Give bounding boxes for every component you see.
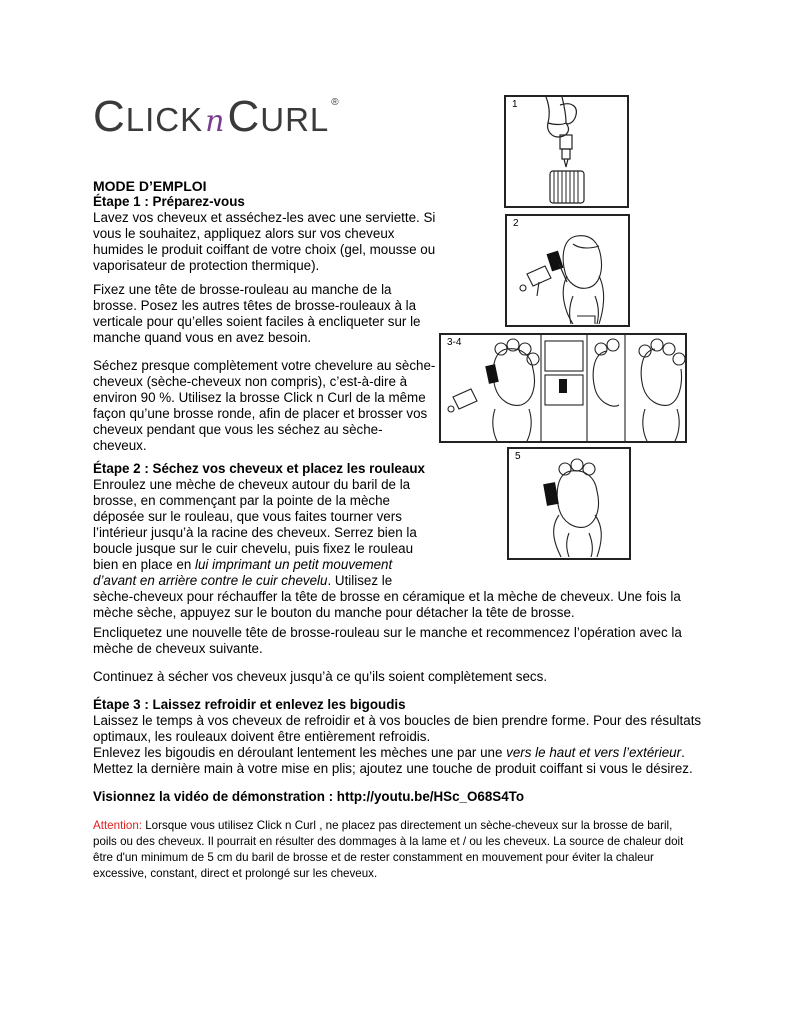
step1-heading: Étape 1 : Préparez-vous — [93, 194, 245, 209]
italic-span: d’avant en arrière contre le cuir chevelu — [93, 573, 328, 588]
text-line: mèche de cheveux suivante. — [93, 641, 263, 656]
figure-1-attach-brush-head — [504, 95, 629, 208]
figure-2-drying — [505, 214, 630, 327]
text-line: vaporisateur de protection thermique). — [93, 258, 320, 273]
step2-heading: Étape 2 : Séchez vos cheveux et placez les rouleaux — [93, 461, 425, 476]
figure-number: 1 — [512, 99, 518, 110]
text-line: mèche sèche, appuyez sur le bouton du manche pour détacher la tête de brosse. — [93, 605, 575, 620]
text-line: Laissez le temps à vos cheveux de refroidir et à vos boucles de bien prendre forme. Pour des résultats — [93, 713, 702, 728]
text-line: Enroulez une mèche de cheveux autour du baril de la — [93, 477, 411, 492]
text-line: être d'un minimum de 5 cm du baril de brosse et de rester constamment en mouvement pour éviter la chaleur — [93, 851, 654, 864]
video-link-line[interactable]: Visionnez la vidéo de démonstration : http://youtu.be/HSc_O68S4To — [93, 789, 525, 804]
text-line: boucle jusque sur le cuir chevelu, puis fixez le rouleau — [93, 541, 414, 556]
text-line: poils ou des cheveux. Il pourrait en résulter des dommages à la lame et / ou les cheveux. La source de chaleur doit — [93, 835, 684, 848]
text-line: optimaux, les rouleaux doivent être entièrement refroidis. — [93, 729, 431, 744]
text-line: verticale pour qu’elles soient faciles à encliqueter sur le — [93, 314, 421, 329]
step1-paragraph-3 — [93, 358, 435, 454]
text-line: environ 90 %. Utilisez la brosse Click n Curl de la même — [93, 390, 426, 405]
text-line: Lavez vos cheveux et asséchez-les avec une serviette. Si — [93, 210, 436, 225]
text-line: cheveux pendant que vous les séchez au sèche- — [93, 422, 383, 437]
italic-span: lui imprimant un petit mouvement — [195, 557, 393, 572]
woman-curling-illustration — [509, 449, 629, 558]
figure-number: 2 — [513, 218, 519, 229]
text-line: brosse, en commençant par la pointe de la mèche — [93, 493, 390, 508]
text-line — [93, 573, 681, 589]
step2-paragraph-3: Continuez à sécher vos cheveux jusqu’à ce qu’ils soient complètement secs. — [93, 669, 548, 684]
woman-drying-illustration — [507, 216, 628, 325]
logo-registered: ® — [331, 97, 340, 108]
figure-number: 5 — [515, 451, 521, 462]
italic-span: vers le haut et vers l’extérieur — [506, 745, 682, 760]
text-line — [93, 745, 701, 761]
text-line: Fixez une tête de brosse-rouleau au manche de la — [93, 282, 392, 297]
logo-c2: C — [227, 92, 261, 141]
text-span: Enlevez les bigoudis en déroulant lentement les mèches une par une — [93, 745, 507, 760]
text-line: Mettez la dernière main à votre mise en plis; ajoutez une touche de produit coiffant si vous le désirez. — [93, 761, 693, 776]
text-line: excessive, constant, direct et prolongé sur les cheveux. — [93, 867, 378, 880]
rollers-sequence-illustration — [441, 335, 685, 441]
logo-lick: LICK — [125, 101, 204, 138]
text-line: manche quand vous en avez besoin. — [93, 330, 312, 345]
text-line: Encliquetez une nouvelle tête de brosse-rouleau sur le manche et recommencez l’opération avec la — [93, 625, 682, 640]
attention-label: Attention: — [93, 819, 142, 832]
text-line: sèche-cheveux pour réchauffer la tête de brosse en céramique et la mèche de cheveux. Une fois la — [93, 589, 681, 604]
figure-number: 3-4 — [447, 337, 462, 348]
text-line: déposée sur le rouleau, que vous faites tourner vers — [93, 509, 402, 524]
text-line: brosse. Posez les autres têtes de brosse-rouleaux à la — [93, 298, 417, 313]
text-span: . Utilisez le — [327, 573, 393, 588]
logo-c: C — [93, 92, 126, 141]
text-line: façon qu’une brosse ronde, afin de placer et brosser vos — [93, 406, 428, 421]
text-line: l’intérieur jusqu’à la racine des cheveux. Serrez bien la — [93, 525, 417, 540]
page-title: MODE D’EMPLOI — [93, 178, 207, 194]
hand-brush-head-illustration — [506, 97, 627, 206]
step1-paragraph-1 — [93, 210, 435, 274]
step3-paragraph — [93, 713, 701, 777]
attention-note — [93, 818, 683, 882]
click-n-curl-logo — [93, 92, 340, 141]
text-line — [93, 818, 683, 834]
logo-url: URL — [260, 101, 330, 138]
text-line: cheveux (sèche-cheveux non compris), c’est-à-dire à — [93, 374, 408, 389]
text-line: humides le produit coiffant de votre choix (gel, mousse ou — [93, 242, 436, 257]
text-span: Lorsque vous utilisez Click n Curl , ne placez pas directement un sèche-cheveux sur la brosse de baril, — [142, 819, 673, 832]
figure-3-4-rollers — [439, 333, 687, 443]
text-span: bien en place en — [93, 557, 195, 572]
step1-paragraph-2 — [93, 282, 421, 346]
logo-n: n — [205, 104, 226, 139]
text-line: vous le souhaitez, appliquez alors sur vos cheveux — [93, 226, 395, 241]
text-span: . — [681, 745, 685, 760]
step3-heading: Étape 3 : Laissez refroidir et enlevez les bigoudis — [93, 697, 406, 712]
text-line: cheveux. — [93, 438, 147, 453]
figure-5-curling — [507, 447, 631, 560]
step2-paragraph-2 — [93, 625, 682, 657]
text-line: Séchez presque complètement votre chevelure au sèche- — [93, 358, 436, 373]
